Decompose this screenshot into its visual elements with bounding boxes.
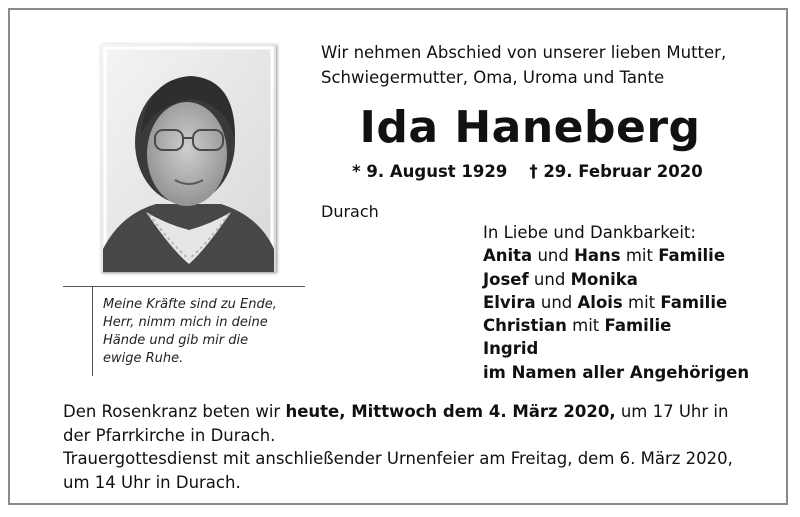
verse-line: Meine Kräfte sind zu Ende, xyxy=(103,297,277,312)
memorial-verse xyxy=(103,296,303,368)
bold-text: im Namen aller Angehörigen xyxy=(483,362,750,382)
intro-line: Schwiegermutter, Oma, Uroma und Tante xyxy=(321,68,665,87)
bold-text: Monika xyxy=(570,269,638,289)
bold-text: Elvira xyxy=(483,292,536,312)
bold-text: Anita xyxy=(483,246,533,266)
text-segment: mit xyxy=(566,316,605,336)
bold-text: Josef xyxy=(483,269,529,289)
service-line: Trauergottesdienst mit anschließender Urnenfeier am Freitag, dem 6. März 2020, xyxy=(63,449,733,468)
mourner-line xyxy=(483,291,749,314)
mourner-line xyxy=(483,337,749,360)
portrait-image xyxy=(101,44,276,272)
text-segment: mit xyxy=(620,246,659,266)
verse-line: Herr, nimm mich in deine xyxy=(103,315,268,330)
intro-line: Wir nehmen Abschied von unserer lieben Mutter, xyxy=(321,43,727,62)
mourner-line xyxy=(483,314,749,337)
mourner-line xyxy=(483,244,749,267)
service-line: der Pfarrkirche in Durach. xyxy=(63,425,276,445)
text-segment: und xyxy=(532,246,575,266)
text-segment: mit xyxy=(622,292,661,312)
bold-text: Familie xyxy=(660,292,728,312)
text-segment: und xyxy=(528,269,571,289)
verse-line: ewige Ruhe. xyxy=(103,351,184,366)
divider-vertical xyxy=(92,286,93,376)
portrait-photo xyxy=(101,44,276,272)
birth-date: * 9. August 1929 xyxy=(352,162,508,181)
bold-text: heute, Mittwoch dem 4. März 2020, xyxy=(285,402,616,421)
death-date: † 29. Februar 2020 xyxy=(529,162,703,181)
life-dates xyxy=(352,161,703,183)
mourner-line xyxy=(483,268,749,291)
text-segment: um 17 Uhr in xyxy=(615,402,729,421)
bold-text: Christian xyxy=(483,316,567,336)
text-segment: Den Rosenkranz beten wir xyxy=(63,402,286,421)
service-line xyxy=(63,400,753,424)
mourners-list xyxy=(483,221,749,384)
mourners-heading: In Liebe und Dankbarkeit: xyxy=(483,223,696,242)
service-line: um 14 Uhr in Durach. xyxy=(63,472,241,492)
deceased-name: Ida Haneberg xyxy=(359,102,701,153)
text-segment: und xyxy=(535,292,578,312)
place-name: Durach xyxy=(321,202,379,221)
divider-horizontal xyxy=(63,286,305,287)
farewell-intro xyxy=(321,40,726,90)
bold-text: Hans xyxy=(574,246,621,266)
service-details xyxy=(63,400,753,494)
verse-line: Hände und gib mir die xyxy=(103,333,249,348)
bold-text: Familie xyxy=(604,316,672,336)
bold-text: Familie xyxy=(658,246,726,266)
mourner-line xyxy=(483,361,749,384)
bold-text: Alois xyxy=(577,292,623,312)
bold-text: Ingrid xyxy=(483,339,539,359)
